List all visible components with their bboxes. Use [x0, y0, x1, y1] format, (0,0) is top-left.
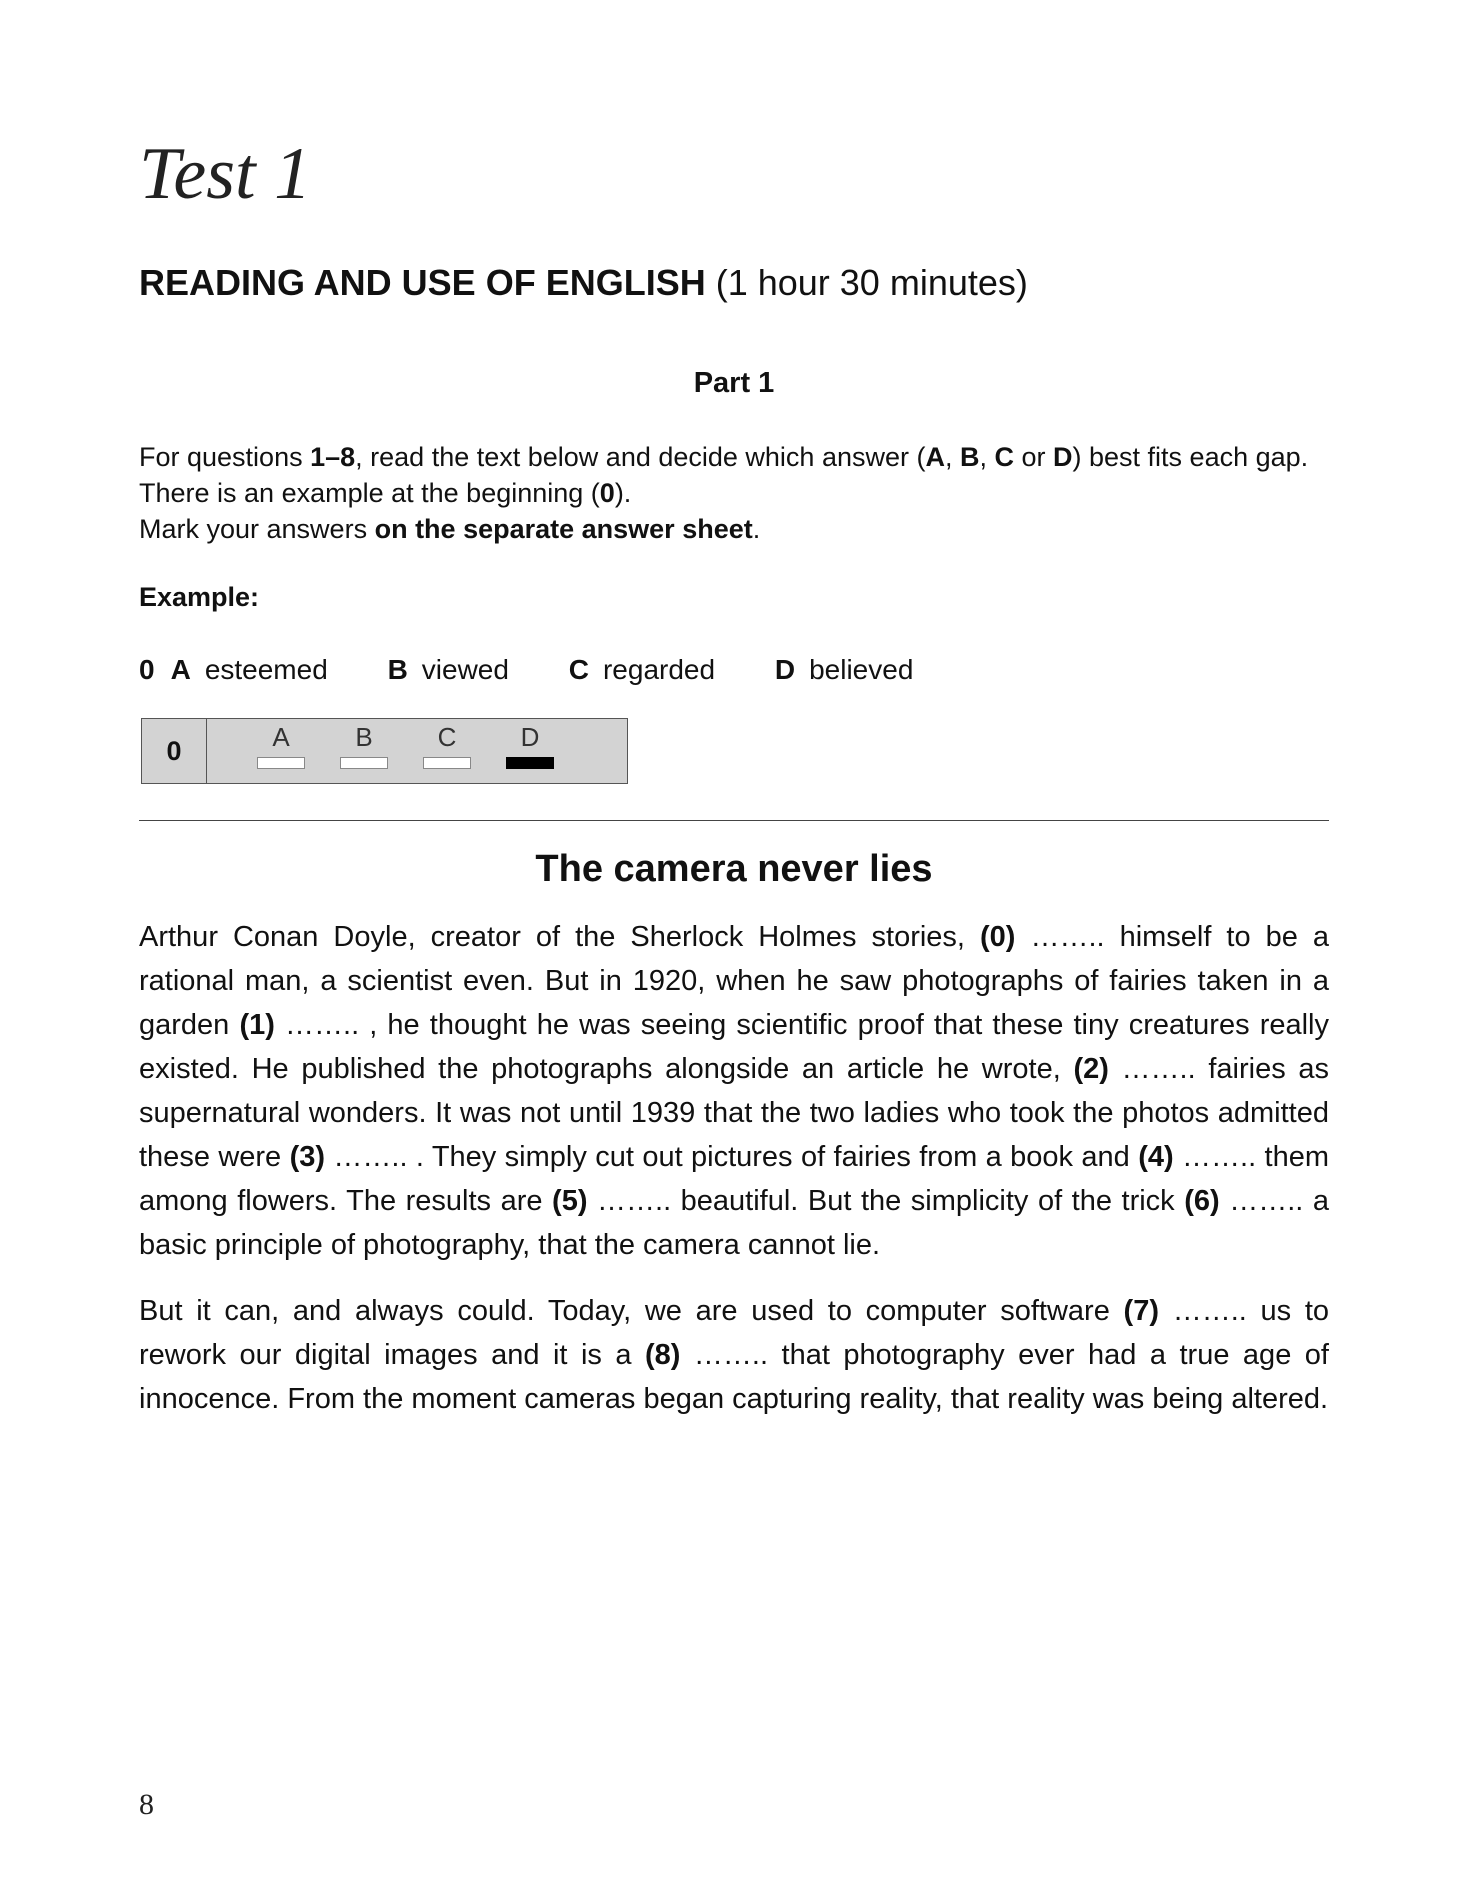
answer-cell-c — [423, 723, 471, 769]
passage-title: The camera never lies — [535, 848, 933, 890]
page-number: 8 — [139, 1788, 154, 1821]
passage-text: …….. beautiful. But the simplicity of the trick — [587, 1185, 1185, 1217]
instruction-text: , — [944, 442, 960, 472]
option-letter: A — [170, 654, 191, 685]
instruction-bold: 0 — [599, 478, 615, 508]
passage-text: …….. a basic principle of photography, that the camera cannot lie. — [139, 1185, 1329, 1261]
answer-cell-d — [506, 723, 554, 769]
example-number: 0 — [139, 654, 155, 685]
instruction-text: , read the text below and decide which answer ( — [355, 442, 926, 472]
option-text: viewed — [421, 654, 509, 685]
passage-body — [139, 915, 1329, 1443]
passage-paragraph-2 — [139, 1289, 1329, 1421]
answer-box-cells — [207, 719, 627, 783]
answer-box-number: 0 — [142, 719, 207, 783]
option-text: regarded — [602, 654, 716, 685]
option-letter: D — [774, 654, 796, 685]
answer-cell-label: A — [272, 722, 290, 752]
passage-text: …….. that photography ever had a true age of innocence. From the moment cameras began capturing reality, that reality was being altered. — [139, 1339, 1329, 1415]
passage-text: …….. himself to be a rational man, a scientist even. But in 1920, when he saw photographs of fairies taken in a garden — [139, 921, 1330, 1041]
instruction-text: There is an example at the beginning ( — [139, 478, 600, 508]
answer-cell-label: D — [520, 722, 540, 752]
instruction-text: , — [979, 442, 995, 472]
example-label: Example: — [139, 582, 260, 612]
passage-text: Arthur Conan Doyle, creator of the Sherlock Holmes stories, — [139, 921, 980, 953]
example-option-c — [569, 654, 715, 686]
instruction-bold: D — [1053, 442, 1073, 472]
instruction-text: . — [752, 514, 761, 544]
instruction-text: Mark your answers — [139, 514, 375, 544]
answer-cell-label: B — [355, 722, 373, 752]
answer-mark-d — [506, 757, 554, 769]
instruction-bold: B — [960, 442, 980, 472]
gap-number: (7) — [1123, 1295, 1159, 1327]
passage-text: …….. them among flowers. The results are — [139, 1141, 1329, 1217]
instruction-bold: A — [925, 442, 945, 472]
passage-text: …….. fairies as supernatural wonders. It was not until 1939 that the two ladies who took the photos admitted these were — [139, 1053, 1330, 1173]
example-option-b — [388, 654, 509, 686]
instruction-bold: 1–8 — [310, 442, 356, 472]
option-text: esteemed — [204, 654, 328, 685]
answer-mark-b — [340, 757, 388, 769]
option-letter: B — [387, 654, 408, 685]
answer-cell-b — [340, 723, 388, 769]
instruction-line-3 — [139, 511, 1308, 547]
divider — [139, 820, 1329, 821]
gap-number: (0) — [980, 921, 1016, 953]
gap-number: (6) — [1184, 1185, 1220, 1217]
instruction-bold: C — [994, 442, 1015, 472]
answer-cell-a — [257, 723, 305, 769]
gap-number: (8) — [645, 1339, 681, 1371]
example-options — [139, 654, 965, 686]
part-title: Part 1 — [693, 367, 775, 399]
option-text: believed — [809, 654, 914, 685]
gap-number: (1) — [239, 1009, 275, 1041]
instruction-line-2 — [139, 475, 1308, 511]
example-answer-box — [141, 718, 628, 784]
gap-number: (2) — [1073, 1053, 1109, 1085]
passage-text: …….. us to rework our digital images and it is a — [139, 1295, 1329, 1371]
answer-mark-a — [257, 757, 305, 769]
section-name: READING AND USE OF ENGLISH — [139, 262, 706, 303]
option-letter: C — [568, 654, 589, 685]
passage-text: But it can, and always could. Today, we are used to computer software — [139, 1295, 1124, 1327]
instruction-bold: on the separate answer sheet — [374, 514, 753, 544]
passage-text: …….. . They simply cut out pictures of fairies from a book and — [325, 1141, 1139, 1173]
section-duration: (1 hour 30 minutes) — [715, 262, 1028, 303]
gap-number: (5) — [552, 1185, 588, 1217]
instruction-text: ) best fits each gap. — [1072, 442, 1309, 472]
test-title: Test 1 — [139, 133, 312, 215]
instruction-text: ). — [614, 478, 632, 508]
example-option-d — [775, 654, 914, 686]
instruction-text: or — [1014, 442, 1054, 472]
gap-number: (4) — [1138, 1141, 1174, 1173]
passage-paragraph-1 — [139, 915, 1329, 1267]
example-option-a — [139, 654, 328, 686]
passage-text: …….. , he thought he was seeing scientific proof that these tiny creatures really existed. He published the photographs alongside an article he wrote, — [139, 1009, 1330, 1085]
section-heading — [139, 262, 1028, 304]
instructions — [139, 439, 1308, 547]
instruction-text: For questions — [139, 442, 311, 472]
gap-number: (3) — [289, 1141, 326, 1173]
instruction-line-1 — [139, 439, 1308, 475]
answer-mark-c — [423, 757, 471, 769]
answer-cell-label: C — [437, 722, 457, 752]
